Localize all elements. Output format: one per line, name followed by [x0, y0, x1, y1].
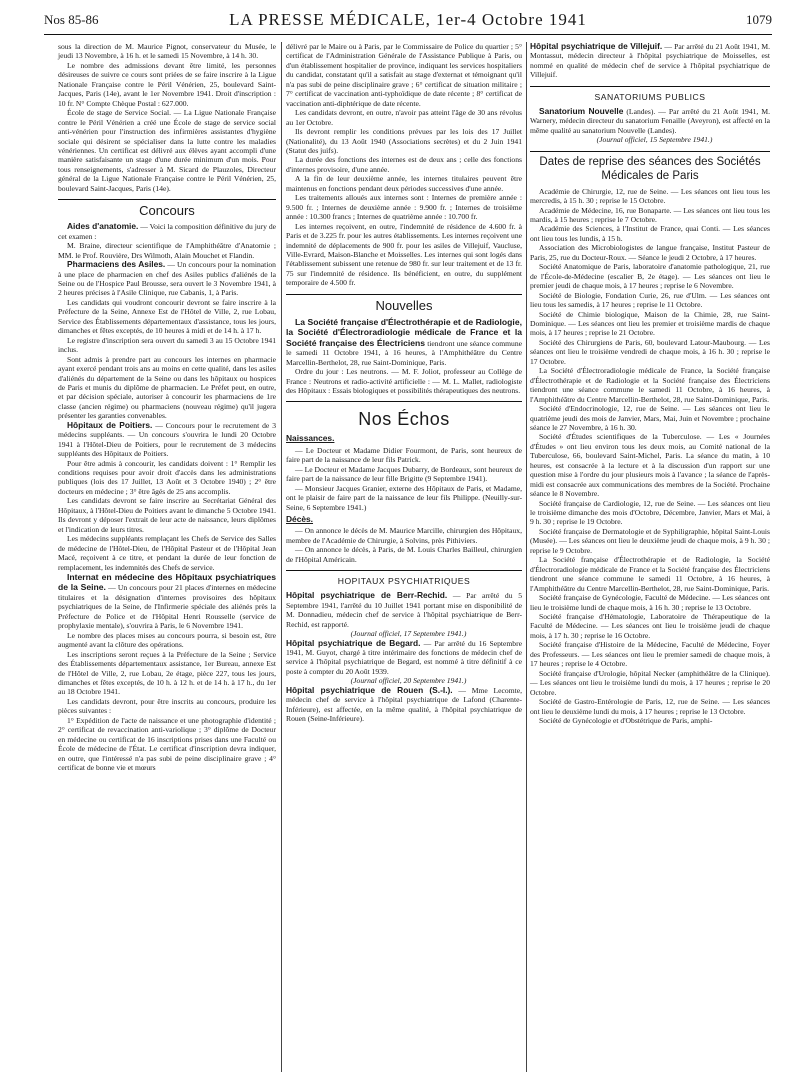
- list-item: Société des Chirurgiens de Paris, 60, boulevard Latour-Maubourg. — Les séances ont lieu le troisième vendredi de chaque mois, à 16 h. 30 ; reprise le 17 Octobre.: [530, 337, 770, 366]
- heading-villejuif: Hôpital psychiatrique de Villejuif.: [530, 41, 663, 51]
- section-title-nouvelles: Nouvelles: [375, 297, 433, 313]
- paragraph: M. Braine, directeur scientifique de l'Amphithéâtre d'Anatomie ; MM. le Prof. Rouvière, Drs Wilmoth, Alain Mouchet et Flandin.: [58, 241, 276, 260]
- paragraph: Les médecins suppléants remplaçant les Chefs de Service des Salles de médecine de l'Hôtel-Dieu, de l'Hôpital Pasteur et de l'Hôpital Jean Macé, reçoivent à ce titre, et pendant la durée de leur fonction de remplacement, les indemnités des Chefs de service.: [58, 534, 276, 572]
- paragraph: — Voici la composition définitive du jury de cet examen :: [58, 222, 277, 241]
- section-title-hopitaux: HOPITAUX PSYCHIATRIQUES: [337, 576, 471, 587]
- list-item: Société de Gastro-Entérologie de Paris, 12, rue de Seine. — Les séances ont lieu le deuxième lundi du mois, à 17 heures ; reprise le 13 Octobre.: [530, 697, 770, 716]
- list-item: Académie des Sciences, à l'Institut de France, quai Conti. — Les séances ont lieu tous les lundis, à 15 h.: [530, 224, 770, 243]
- list-item: Société française de Cardiologie, 12, rue de Seine. — Les séances ont lieu le troisième dimanche des mois d'Octobre, Décembre, Janvier, Mars et Mai, à 9 h. 30 ; reprise le 19 Octobre.: [530, 498, 770, 527]
- list-item: La Société d'Électroradiologie médicale de France, la Société française d'Électrothérapie et de Radiologie et la Société française des Électriciens tiendront une séance commune le samedi 11 Octobre, à 16 heures, à l'Amphithéâtre du Centre Marcellin-Berthelot, 28, rue Saint-Dominique, Paris.: [530, 366, 770, 404]
- paragraph: tiendront une séance commune le samedi 11 Octobre 1941, à 16 heures, à l'Amphithéâtre du Centre Marcellin-Berthelot, 28, rue Saint-Dominique, Paris.: [286, 338, 522, 367]
- section-rule: [286, 401, 522, 402]
- paragraph: sous la direction de M. Maurice Pignot, conservateur du Musée, le jeudi 13 Novembre, à 16 h. et le samedi 15 Novembre, à 14 h. 30.: [58, 42, 276, 61]
- journal-title: LA PRESSE MÉDICALE, 1er-4 Octobre 1941: [229, 10, 587, 29]
- paragraph: Pour être admis à concourir, les candidats doivent : 1° Remplir les conditions requises pour avoir droit d'accès dans les administrations publiques (lois des 17 Juillet, 13 Août et 3 Octobre 1940) ; 2° être docteurs en médecine ; 3° être âgés de 25 ans accomplis.: [58, 458, 276, 496]
- list-item: Association des Microbiologistes de langue française, Institut Pasteur de Paris, 25, rue du Docteur-Roux. — Séance le jeudi 2 Octobre, à 17 heures.: [530, 243, 770, 262]
- list-item: Société de Chimie biologique, Maison de la Chimie, 28, rue Saint-Dominique. — Les séances ont lieu les premier et troisième mardis de chaque mois, à 17 heures ; reprise le 21 Octobre.: [530, 309, 770, 338]
- heading-deces: Décès.: [286, 514, 314, 525]
- list-item: Société française de Dermatologie et de Syphiligraphie, hôpital Saint-Louis (Musée). — Les séances ont lieu le deuxième jeudi de chaque mois, à 9 h. 30 ; reprise le 9 Octobre.: [530, 526, 770, 555]
- heading-berr: Hôpital psychiatrique de Berr-Rechid.: [286, 590, 448, 601]
- list-item: Société française d'Histoire de la Médecine, Faculté de Médecine, Foyer des Professeurs. — Les séances ont lieu le premier samedi de chaque mois, à 17 heures ; reprise le 4 Octobre.: [530, 640, 770, 669]
- column-divider-2: [526, 42, 527, 1072]
- paragraph: Les traitements alloués aux internes sont : Internes de première année : 9.500 fr. ; Internes de deuxième année : 9.900 fr. ; Internes de troisième année : 10.300 francs ; Internes de quatrième année : 10.700 fr.: [286, 193, 522, 222]
- paragraph: — Mme Lecomte, médecin chef de service à l'hôpital psychiatrique de Lafond (Charente-Inférieure), est affectée, en la même qualité, à l'hôpital psychiatrique de Rouen (Seine-Inférieure).: [286, 685, 522, 724]
- heading-aides: Aides d'anatomie.: [67, 221, 139, 232]
- paragraph: — Un concours pour la nomination à une place de pharmacien en chef des Asiles publics d'aliénés de la Seine ou de l'Hospice Paul Brousse, sera ouvert le 3 Novembre 1941, à 2 heures précises à l'Asile Clinique, rue Cabanis, 1, à Paris.: [58, 260, 276, 298]
- heading-begard: Hôpital psychiatrique de Begard.: [286, 637, 421, 648]
- list-item: Société Anatomique de Paris, laboratoire d'anatomie pathologique, 21, rue de l'École-de-Médecine (escalier B, 2e étage). — Les séances ont lieu le premier jeudi de chaque mois, à 17 heures ; reprise le 6 Novembre.: [530, 262, 770, 291]
- source-citation: (Journal officiel, 17 Septembre 1941.): [350, 629, 467, 639]
- paragraph: Les candidats devront, pour être inscrits au concours, produire les pièces suivantes :: [58, 696, 276, 716]
- list-item: — Le Docteur et Madame Jacques Dubarry, de Bordeaux, sont heureux de faire part de la naissance de leur fille Brigitte (9 Septembre 1941).: [286, 464, 522, 484]
- list-item: Société française d'Hématologie, Laboratoire de Thérapeutique de la Faculté de Médecine. — Les séances ont lieu le troisième jeudi de chaque mois, à 17 h. 30 ; reprise le 16 Octobre.: [530, 612, 770, 640]
- section-rule: [530, 151, 770, 152]
- list-item: Académie de Médecine, 16, rue Bonaparte. — Les séances ont lieu tous les mardis, à 15 heures ; reprise le 7 Octobre.: [530, 205, 770, 224]
- source-citation: (Journal officiel, 15 Septembre 1941.): [596, 135, 713, 145]
- paragraph: Les internes reçoivent, en outre, l'indemnité de résidence de 4.600 fr. à Paris et de 3.225 fr. pour les autres établissements. Les internes reçoivent une indemnité de déplacements de 900 fr. pour les asiles de Villejuif, Vaucluse, Ville-Evrard, Maison-Blanche et Moisselles. Les internes qui sont logés dans l'établissement subissent une retenue de 980 fr. sur leur traitement et de 13 fr. 75 sur l'indemnité de résidence. Ils bénéficient, en outre, du supplément temporaire de 4.500 fr.: [286, 221, 522, 288]
- paragraph: — Un concours pour 21 places d'internes en médecine titulaires et la désignation d'internes provisoires des hôpitaux psychiatriques de la Seine, de l'Infirmerie spéciale des aliénés près la Préfecture de Police et de l'Hôpital Henri Rousselle (service de prophylaxie mentale), s'ouvrira à Paris, le 6 Novembre 1941.: [58, 583, 276, 631]
- paragraph: Ils devront remplir les conditions prévues par les lois des 17 Juillet (Nationalité), du 13 Août 1940 (Associations secrètes) et du 2 Juin 1941 (Statut des juifs).: [286, 127, 522, 155]
- paragraph: La durée des fonctions des internes est de deux ans ; celle des fonctions d'internes provisoire, d'une année.: [286, 155, 522, 174]
- column-2: [286, 42, 522, 724]
- paragraph: — Concours pour le recrutement de 3 médecins suppléants. — Un concours s'ouvrira le lundi 20 Octobre 1941 à l'Hôtel-Dieu de Poitiers, pour le recrutement de 3 médecins suppléants des Hôpitaux de Poitiers.: [58, 420, 276, 459]
- paragraph: Les inscriptions seront reçues à la Préfecture de la Seine ; Service des Établissements départementaux assistance, 1er Bureau, annexe Est de l'Hôtel de Ville, 2, rue Lobau, 2e étage, pièce 227, tous les jours, dimanches et fêtes exceptés, de 10 h. à 12 h. et de 14 h. à 17 h., du 1er au 18 Octobre 1941.: [58, 649, 276, 697]
- page-number: 1079: [746, 12, 772, 27]
- column-divider-1: [281, 42, 282, 1072]
- paragraph: Les candidats devront, en outre, n'avoir pas atteint l'âge de 30 ans révolus au 1er Octobre.: [286, 108, 522, 127]
- heading-poitiers: Hôpitaux de Poitiers.: [67, 419, 153, 430]
- page-header: [44, 10, 772, 35]
- list-item: — On annonce le décès, à Paris, de M. Louis Charles Bailleul, chirurgien de l'Hôpital Américain.: [286, 545, 522, 564]
- heading-pharmaciens: Pharmaciens des Asiles.: [67, 259, 166, 270]
- list-item: — On annonce le décès de M. Maurice Marcille, chirurgien des Hôpitaux, membre de l'Académie de Chirurgie, à Solvins, près Pithiviers.: [286, 526, 522, 545]
- paragraph: (Landes). — Par arrêté du 21 Août 1941, M. Warnery, médecin directeur du sanatorium Fenaille (Aveyron), est affecté en la même qualité au sanatorium Nouvelle (Landes).: [530, 106, 770, 135]
- heading-sanatorium: Sanatorium Nouvelle: [539, 105, 624, 116]
- paragraph: Ordre du jour : Les neutrons. — M. F. Joliot, professeur au Collège de France : Neutrons et radio-activité artificielle : — M. L. Mallet, radiologiste des Hôpitaux : Essais biologiques et possibilités thérapeutiques des neutrons.: [286, 367, 522, 395]
- section-title-dates: Dates de reprise des séances des Sociétés Médicales de Paris: [539, 155, 761, 182]
- section-title-concours: Concours: [139, 203, 195, 219]
- heading-nouvelles: La Société française d'Électrothérapie et de Radiologie, la Société d'Électroradiologie médicale de France et la Société française des Électriciens: [286, 316, 522, 348]
- paragraph: Le registre d'inscription sera ouvert du samedi 3 au 15 Octobre 1941 inclus.: [58, 335, 276, 355]
- source-citation: (Journal officiel, 20 Septembre 1941.): [350, 676, 467, 686]
- list-item: Académie de Chirurgie, 12, rue de Seine. — Les séances ont lieu tous les mercredis, à 15 h. 30 ; reprise le 15 Octobre.: [530, 186, 770, 206]
- list-item: Société de Biologie, Fondation Curie, 26, rue d'Ulm. — Les séances ont lieu tous les samedis, à 17 heures ; reprise le 11 Octobre.: [530, 290, 770, 310]
- paragraph: 1° Expédition de l'acte de naissance et une photographie d'identité ; 2° certificat de revaccination anti-variolique ; 3° diplôme de Docteur en médecine ou certificat de 16 inscriptions prises dans une Faculté ou École de médecine de l'État. Le certificat d'inscription devra indiquer, en outre, que l'intéressé n'a pas subi de peine disciplinaire grave ; 4° certificat de bonne vie et mœurs: [58, 715, 276, 773]
- list-item: Société d'Endocrinologie, 12, rue de Seine. — Les séances ont lieu le quatrième jeudi des mois de Janvier, Mars, Mai, Juin et Novembre ; prochaine séance le 27 Novembre, à 16 h. 30.: [530, 404, 770, 432]
- paragraph: Le nombre des places mises au concours pourra, si besoin est, être augmenté avant la clôture des opérations.: [58, 630, 276, 650]
- list-item: Société d'Études scientifiques de la Tuberculose. — Les « Journées d'Études » ont lieu environ tous les deux mois, au Comité national de la Tuberculose, 66, boulevard Saint-Michel, Paris. La séance du matin, à 10 heures, est consacrée à la lecture et à la discussion d'un rapport sur une question mise à l'ordre du jour plusieurs mois à l'avance ; la séance de l'après-midi est consacrée aux communications des membres de la Société. Prochaine séance le 8 Novembre.: [530, 432, 770, 499]
- heading-naissances: Naissances.: [286, 433, 335, 444]
- list-item: La Société française d'Électrothérapie et de Radiologie, la Société d'Électroradiologie médicale de France et la Société française des Électriciens tiendront une séance commune le samedi 11 Octobre, à 16 heures, à l'Amphithéâtre du Centre Marcellin-Berthelot, 28, rue Saint-Dominique, Paris.: [530, 555, 770, 593]
- paragraph: — Par arrêté du 21 Août 1941, M. Montassut, médecin directeur à l'hôpital psychiatrique de Moisselles, est nommé en qualité de médecin chef de service à l'hôpital psychiatrique de Villejuif.: [530, 42, 770, 80]
- section-rule: [58, 199, 276, 200]
- column-3: [530, 42, 770, 725]
- list-item: Société française d'Urologie, hôpital Necker (amphithéâtre de la Clinique). — Les séances ont lieu le troisième lundi du mois, à 17 heures ; reprise le 20 Octobre.: [530, 668, 770, 697]
- list-item: Société française de Gynécologie, Faculté de Médecine. — Les séances ont lieu le troisième lundi de chaque mois, à 16 h. 30 ; reprise le 13 Octobre.: [530, 593, 770, 612]
- column-1: [58, 42, 276, 773]
- section-title-echos: Nos Échos: [358, 409, 450, 430]
- paragraph: Le nombre des admissions devant être limité, les personnes désireuses de suivre ce cours sont priées de se faire inscrire à la Ligue Nationale Française contre le Péril Vénérien, 25, boulevard Saint-Jacques, Paris (14e), avant le 1er Novembre 1941. Droit d'inscription : 10 fr. N° Compte Chèque Postal : 627.000.: [58, 60, 276, 108]
- paragraph: — Par arrêté du 5 Septembre 1941, l'arrêté du 10 Juillet 1941 portant mise en disponibilité de M. Donnadieu, médecin chef de service à l'hôpital psychiatrique de Berr-Rechid, est rapporté.: [286, 591, 522, 629]
- list-item: Société de Gynécologie et d'Obstétrique de Paris, amphi-: [539, 716, 713, 725]
- heading-rouen: Hôpital psychiatrique de Rouen (S.-I.).: [286, 684, 453, 695]
- list-item: — Monsieur Jacques Granier, externe des Hôpitaux de Paris, et Madame, ont le plaisir de faire part de la naissance de leur fils Philippe. (Neuilly-sur-Seine, 6 Septembre 1941.): [286, 483, 522, 512]
- paragraph: A la fin de leur deuxième année, les internes titulaires peuvent être maintenus en fonctions pendant deux périodes successives d'une année.: [286, 174, 522, 193]
- paragraph: Les candidats qui voudront concourir devront se faire inscrire à la Préfecture de la Seine, Annexe Est de l'Hôtel de Ville, 2, rue Lobau, Service des Établissements départementaux d'assistance, tous les jours, dimanches et fêtes exceptés, de 10 heures à midi et de 14 h. à 17 h.: [58, 297, 276, 336]
- paragraph: délivré par le Maire ou à Paris, par le Commissaire de Police du quartier ; 5° certificat de l'Administration Générale de l'Assistance Publique à Paris, ou d'un établissement hospitalier de province, indiquant les services hospitaliers du candidat, constatant qu'il a satisfait au stage d'externat et témoignant qu'il n'a pas subi de peine disciplinaire grave ; 6° certificat de situation militaire ; 7° certificat de vaccination anti-typhoïdique de date récente ; 8° certificat de vaccination anti-diphtérique de date récente.: [286, 42, 522, 108]
- section-title-sanatoriums: SANATORIUMS PUBLICS: [594, 91, 706, 102]
- paragraph: École de stage de Service Social. — La Ligue Nationale Française contre le Péril Vénérien a créé une École de stage de service social anti-vénérien pour l'instruction des infirmières assistantes d'hygiène sociale qui désirent se spécialiser dans la lutte contre les maladies vénériennes. Un certificat est délivré aux élèves ayant accompli d'une manière satisfaisante un stage d'une durée minimum d'un mois. Pour tous renseignements, s'adresser à M. Sicard de Plauzoles, Directeur général de la Ligue Nationale Française contre le Péril Vénérien, 25, boulevard Saint-Jacques, Paris (14e).: [58, 108, 276, 193]
- issue-number: Nos 85-86: [44, 12, 99, 27]
- paragraph: Sont admis à prendre part au concours les internes en pharmacie ayant exercé pendant trois ans au moins en cette qualité, dans les asiles d'aliénés du département de la Seine ou dans les hôpitaux ou hospices de Paris et munis du diplôme de pharmacien. Le Préfet peut, en outre, et par décision spéciale, autoriser à concourir les pharmaciens de 1re classe (ancien régime) ou pharmaciens (nouveau régime) qu'il jugera présenter les garanties convenables.: [58, 354, 276, 421]
- list-item: — Le Docteur et Madame Didier Fourmont, de Paris, sont heureux de faire part de la naissance de leur fils Patrick.: [286, 445, 522, 465]
- section-rule: [530, 86, 770, 87]
- paragraph: Les candidats devront se faire inscrire au Secrétariat Général des Hôpitaux, à l'Hôtel-Dieu de Poitiers avant le dimanche 5 Octobre 1941. Ils devront y déposer l'extrait de leur acte de naissance, leurs diplômes et l'indication de leurs titres.: [58, 496, 276, 534]
- paragraph: — Par arrêté du 16 Septembre 1941, M. Guyot, chargé à titre intérimaire des fonctions de médecin chef de service à l'hôpital psychiatrique de Begard, est nommé à titre définitif à ce poste à compter du 20 Août 1939.: [286, 638, 522, 676]
- section-rule: [286, 570, 522, 571]
- heading-internat: Internat en médecine des Hôpitaux psychiatriques de la Seine.: [58, 572, 276, 593]
- section-rule: [286, 294, 522, 295]
